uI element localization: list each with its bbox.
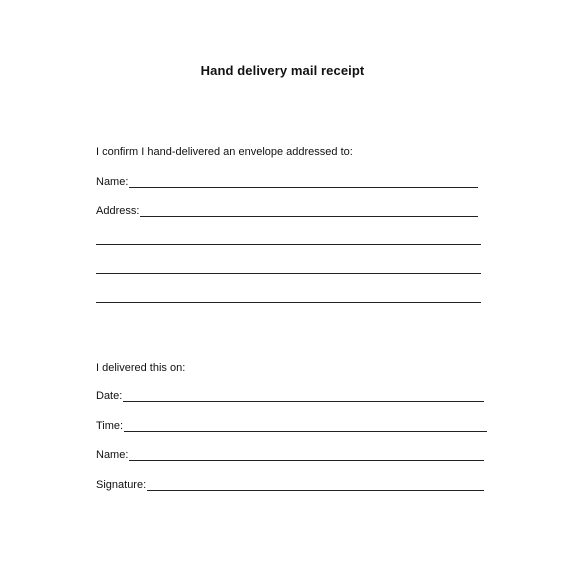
- recipient-address-line[interactable]: [140, 205, 478, 217]
- signature-field: [96, 477, 484, 491]
- recipient-name-line[interactable]: [129, 176, 478, 188]
- signature-label: Signature:: [96, 479, 147, 491]
- delivery-date-line[interactable]: [123, 390, 484, 402]
- deliverer-name-field: [96, 447, 484, 461]
- recipient-name-label: Name:: [96, 176, 129, 188]
- address-line-2[interactable]: [96, 244, 481, 245]
- section1-intro: I confirm I hand-delivered an envelope addressed to:: [96, 146, 353, 158]
- section2-intro: I delivered this on:: [96, 362, 186, 374]
- recipient-address-label: Address:: [96, 205, 140, 217]
- deliverer-name-line[interactable]: [129, 449, 484, 461]
- signature-line[interactable]: [147, 479, 484, 491]
- delivery-date-label: Date:: [96, 390, 123, 402]
- document-title: Hand delivery mail receipt: [200, 63, 365, 78]
- delivery-time-field: [96, 418, 487, 432]
- delivery-time-label: Time:: [96, 420, 124, 432]
- delivery-time-line[interactable]: [124, 420, 487, 432]
- recipient-address-field: [96, 203, 478, 217]
- address-line-3[interactable]: [96, 273, 481, 274]
- delivery-date-field: [96, 388, 484, 402]
- address-line-4[interactable]: [96, 302, 481, 303]
- deliverer-name-label: Name:: [96, 449, 129, 461]
- recipient-name-field: [96, 174, 478, 188]
